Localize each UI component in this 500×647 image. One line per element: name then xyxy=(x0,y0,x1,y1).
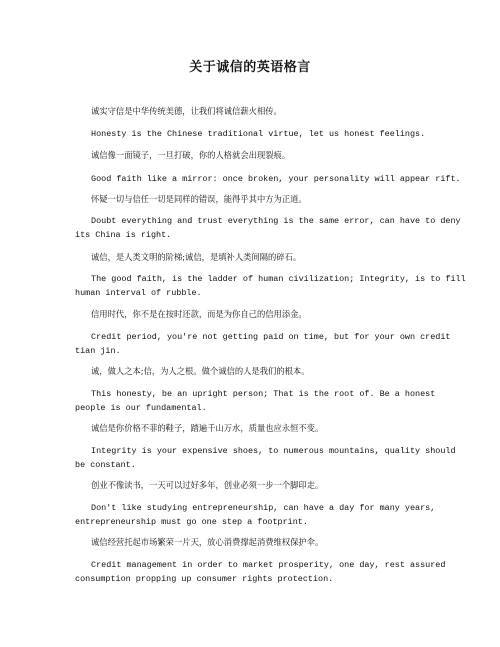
paragraph-en-line: Credit management in order to market prosperity, one day, rest assured xyxy=(91,560,446,570)
paragraph-en-line: Good faith like a mirror: once broken, your personality will appear rift. xyxy=(91,174,461,184)
paragraph-cn-line: 诚信像一面镜子，一旦打破，你的人格就会出现裂痕。 xyxy=(91,150,291,160)
paragraph-cn-line: 怀疑一切与信任一切是同样的错误，能得乎其中方为正道。 xyxy=(91,194,307,204)
paragraph-cn-line: 诚信，是人类文明的阶梯;诚信，是填补人类间隔的碎石。 xyxy=(91,252,302,262)
paragraph-cn-line: 诚信经营托起市场繁荣一片天，放心消费撑起消费维权保护伞。 xyxy=(91,537,324,547)
paragraph-en-line: its China is right. xyxy=(75,230,172,240)
paragraph-en-line: entrepreneurship must go one step a footprint. xyxy=(75,517,308,527)
paragraph-en-line: This honesty, be an upright person; That is the root of. Be a honest xyxy=(91,389,436,399)
paragraph-cn-line: 创业不像读书，一天可以过好多年，创业必须一步一个脚印走。 xyxy=(91,480,324,490)
paragraph-cn-line: 诚信是你价格不菲的鞋子，踏遍千山万水，质量也应永恒不变。 xyxy=(91,423,324,433)
paragraph-en-line: Doubt everything and trust everything is the same error, can have to deny xyxy=(91,216,461,226)
paragraph-en-line: be constant. xyxy=(75,460,136,470)
paragraph-en-line: Credit period, you're not getting paid on time, but for your own credit xyxy=(91,332,451,342)
paragraph-en-line: tian jin. xyxy=(75,346,121,356)
paragraph-cn-line: 诚，做人之本;信，为人之根。做个诚信的人是我们的根本。 xyxy=(91,366,310,376)
paragraph-cn-line: 诚实守信是中华传统美德，让我们将诚信薪火相传。 xyxy=(91,106,282,116)
document-title: 关于诚信的英语格言 xyxy=(189,60,311,75)
paragraph-en-line: Don't like studying entrepreneurship, can have a day for many years, xyxy=(91,503,436,513)
paragraph-en-line: human interval of rubble. xyxy=(75,288,202,298)
paragraph-en-line: Integrity is your expensive shoes, to numerous mountains, quality should xyxy=(91,446,456,456)
paragraph-en-line: The good faith, is the ladder of human civilization; Integrity, is to fill xyxy=(91,274,466,284)
paragraph-en-line: people is our fundamental. xyxy=(75,403,207,413)
paragraph-en-line: Honesty is the Chinese traditional virtue, let us honest feelings. xyxy=(91,129,426,139)
paragraph-en-line: consumption propping up consumer rights protection. xyxy=(75,574,334,584)
paragraph-cn-line: 信用时代，你不是在按时还款，而是为你自己的信用添金。 xyxy=(91,309,307,319)
